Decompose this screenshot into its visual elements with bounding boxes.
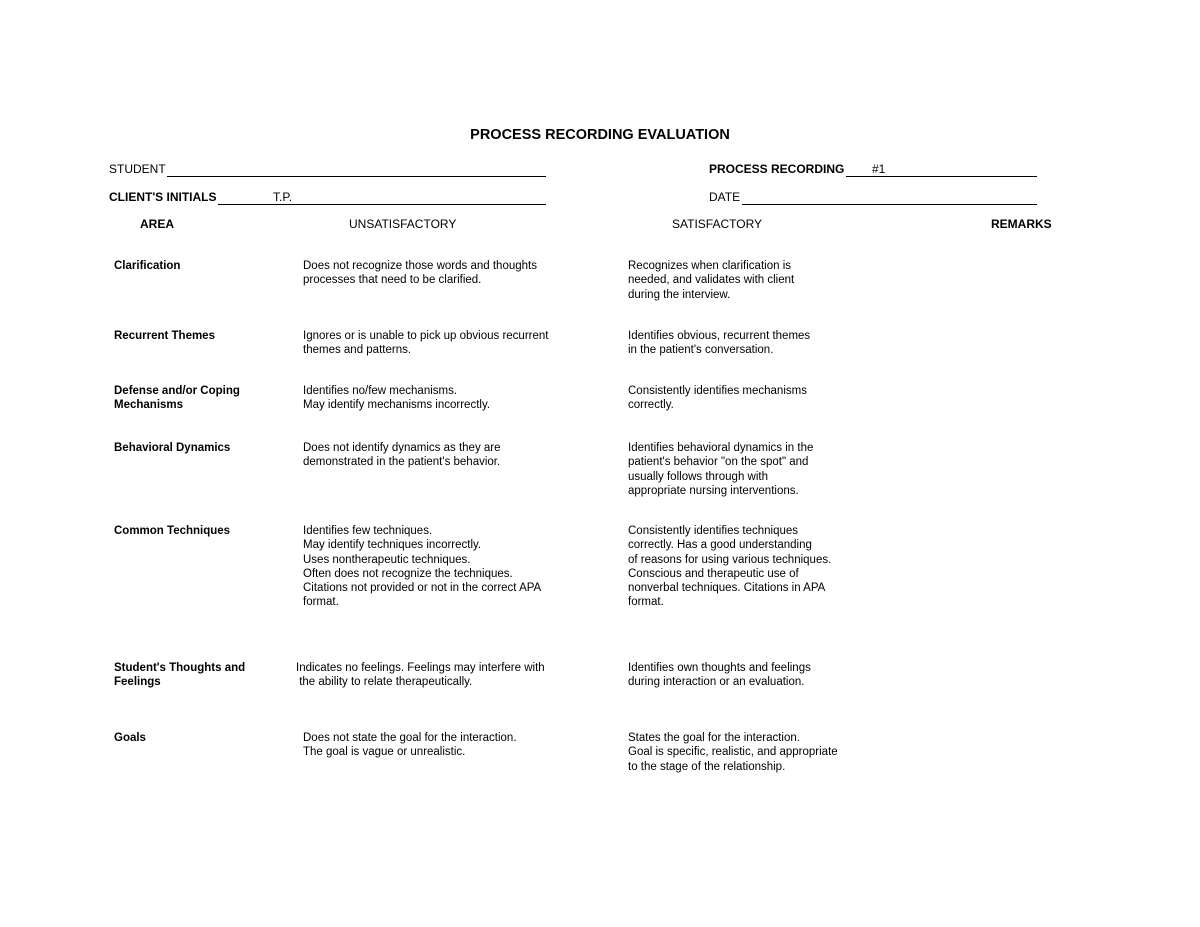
row-area-clarification: Clarification	[114, 260, 181, 272]
text-line: Recognizes when clarification is	[628, 260, 791, 272]
page-title: PROCESS RECORDING EVALUATION	[470, 127, 730, 143]
text-line: themes and patterns.	[303, 344, 412, 357]
row-satisfactory-common-techniques	[628, 524, 831, 610]
text-line: Consistently identifies techniques	[628, 525, 799, 537]
row-area-defense-coping: Defense and/or Coping Mechanisms	[114, 385, 240, 412]
text-line: Identifies no/few mechanisms.	[303, 385, 458, 397]
text-line: format.	[628, 596, 664, 609]
process-recording-field[interactable]	[846, 162, 1037, 177]
text-line: during the interview.	[628, 288, 731, 301]
process-recording-label: PROCESS RECORDING	[709, 162, 845, 176]
text-line: Uses nontherapeutic techniques.	[303, 553, 471, 566]
text-line: Does not identify dynamics as they are	[303, 442, 501, 454]
text-line: Identifies few techniques.	[303, 525, 433, 537]
text-line: in the patient's conversation.	[628, 344, 774, 357]
text-line: Goal is specific, realistic, and appropriate	[628, 746, 838, 759]
text-line: Conscious and therapeutic use of	[628, 567, 799, 580]
text-line: Citations not provided or not in the correct APA	[303, 582, 542, 595]
text-line: the ability to relate therapeutically.	[296, 676, 473, 689]
text-line: The goal is vague or unrealistic.	[303, 746, 466, 759]
row-unsatisfactory-thoughts-feelings	[296, 661, 545, 690]
text-line: appropriate nursing interventions.	[628, 484, 799, 497]
row-satisfactory-behavioral-dynamics	[628, 441, 813, 498]
text-line: correctly. Has a good understanding	[628, 539, 812, 552]
text-line: processes that need to be clarified.	[303, 274, 482, 287]
student-label: STUDENT	[109, 162, 166, 176]
text-line: usually follows through with	[628, 470, 768, 483]
row-unsatisfactory-goals	[303, 731, 517, 760]
student-field[interactable]	[167, 162, 546, 177]
row-satisfactory-defense-coping	[628, 384, 807, 413]
process-recording-value: #1	[872, 162, 886, 176]
text-line: May identify techniques incorrectly.	[303, 539, 482, 552]
row-area-recurrent-themes: Recurrent Themes	[114, 330, 215, 342]
text-line: Does not recognize those words and thoughts	[303, 260, 537, 272]
column-header-remarks: REMARKS	[991, 217, 1052, 231]
row-area-goals: Goals	[114, 732, 146, 744]
text-line: States the goal for the interaction.	[628, 732, 800, 744]
text-line: format.	[303, 596, 339, 609]
row-satisfactory-thoughts-feelings	[628, 661, 811, 690]
text-line: needed, and validates with client	[628, 274, 795, 287]
text-line: Does not state the goal for the interaction.	[303, 732, 517, 744]
client-initials-field[interactable]	[218, 190, 546, 205]
text-line: patient's behavior "on the spot" and	[628, 456, 809, 469]
text-line: Identifies obvious, recurrent themes	[628, 330, 811, 342]
date-field[interactable]	[742, 190, 1037, 205]
row-satisfactory-goals	[628, 731, 838, 774]
column-header-area: AREA	[140, 217, 175, 231]
row-area-common-techniques: Common Techniques	[114, 525, 231, 537]
row-satisfactory-recurrent-themes	[628, 329, 810, 358]
row-area-behavioral-dynamics: Behavioral Dynamics	[114, 442, 231, 454]
date-label: DATE	[709, 190, 741, 204]
row-unsatisfactory-defense-coping	[303, 384, 490, 413]
text-line: Often does not recognize the techniques.	[303, 567, 513, 580]
text-line: Identifies behavioral dynamics in the	[628, 442, 814, 454]
text-line: May identify mechanisms incorrectly.	[303, 399, 491, 412]
text-line: nonverbal techniques. Citations in APA	[628, 582, 826, 595]
text-line: demonstrated in the patient's behavior.	[303, 456, 501, 469]
row-unsatisfactory-recurrent-themes	[303, 329, 548, 358]
column-header-satisfactory: SATISFACTORY	[672, 217, 763, 231]
text-line: Identifies own thoughts and feelings	[628, 662, 811, 674]
text-line: Indicates no feelings. Feelings may interfere with	[296, 662, 545, 674]
client-initials-value: T.P.	[273, 190, 293, 204]
column-header-unsatisfactory: UNSATISFACTORY	[349, 217, 457, 231]
row-satisfactory-clarification	[628, 259, 794, 302]
text-line: Ignores or is unable to pick up obvious recurrent	[303, 330, 549, 342]
text-line: during interaction or an evaluation.	[628, 676, 805, 689]
row-unsatisfactory-common-techniques	[303, 524, 541, 610]
text-line: to the stage of the relationship.	[628, 760, 786, 773]
row-area-thoughts-feelings: Student's Thoughts and Feelings	[114, 662, 246, 689]
text-line: correctly.	[628, 399, 674, 412]
text-line: of reasons for using various techniques.	[628, 553, 832, 566]
row-unsatisfactory-clarification	[303, 259, 537, 288]
client-initials-label: CLIENT'S INITIALS	[109, 190, 217, 204]
text-line: Consistently identifies mechanisms	[628, 385, 807, 397]
row-unsatisfactory-behavioral-dynamics	[303, 441, 501, 470]
